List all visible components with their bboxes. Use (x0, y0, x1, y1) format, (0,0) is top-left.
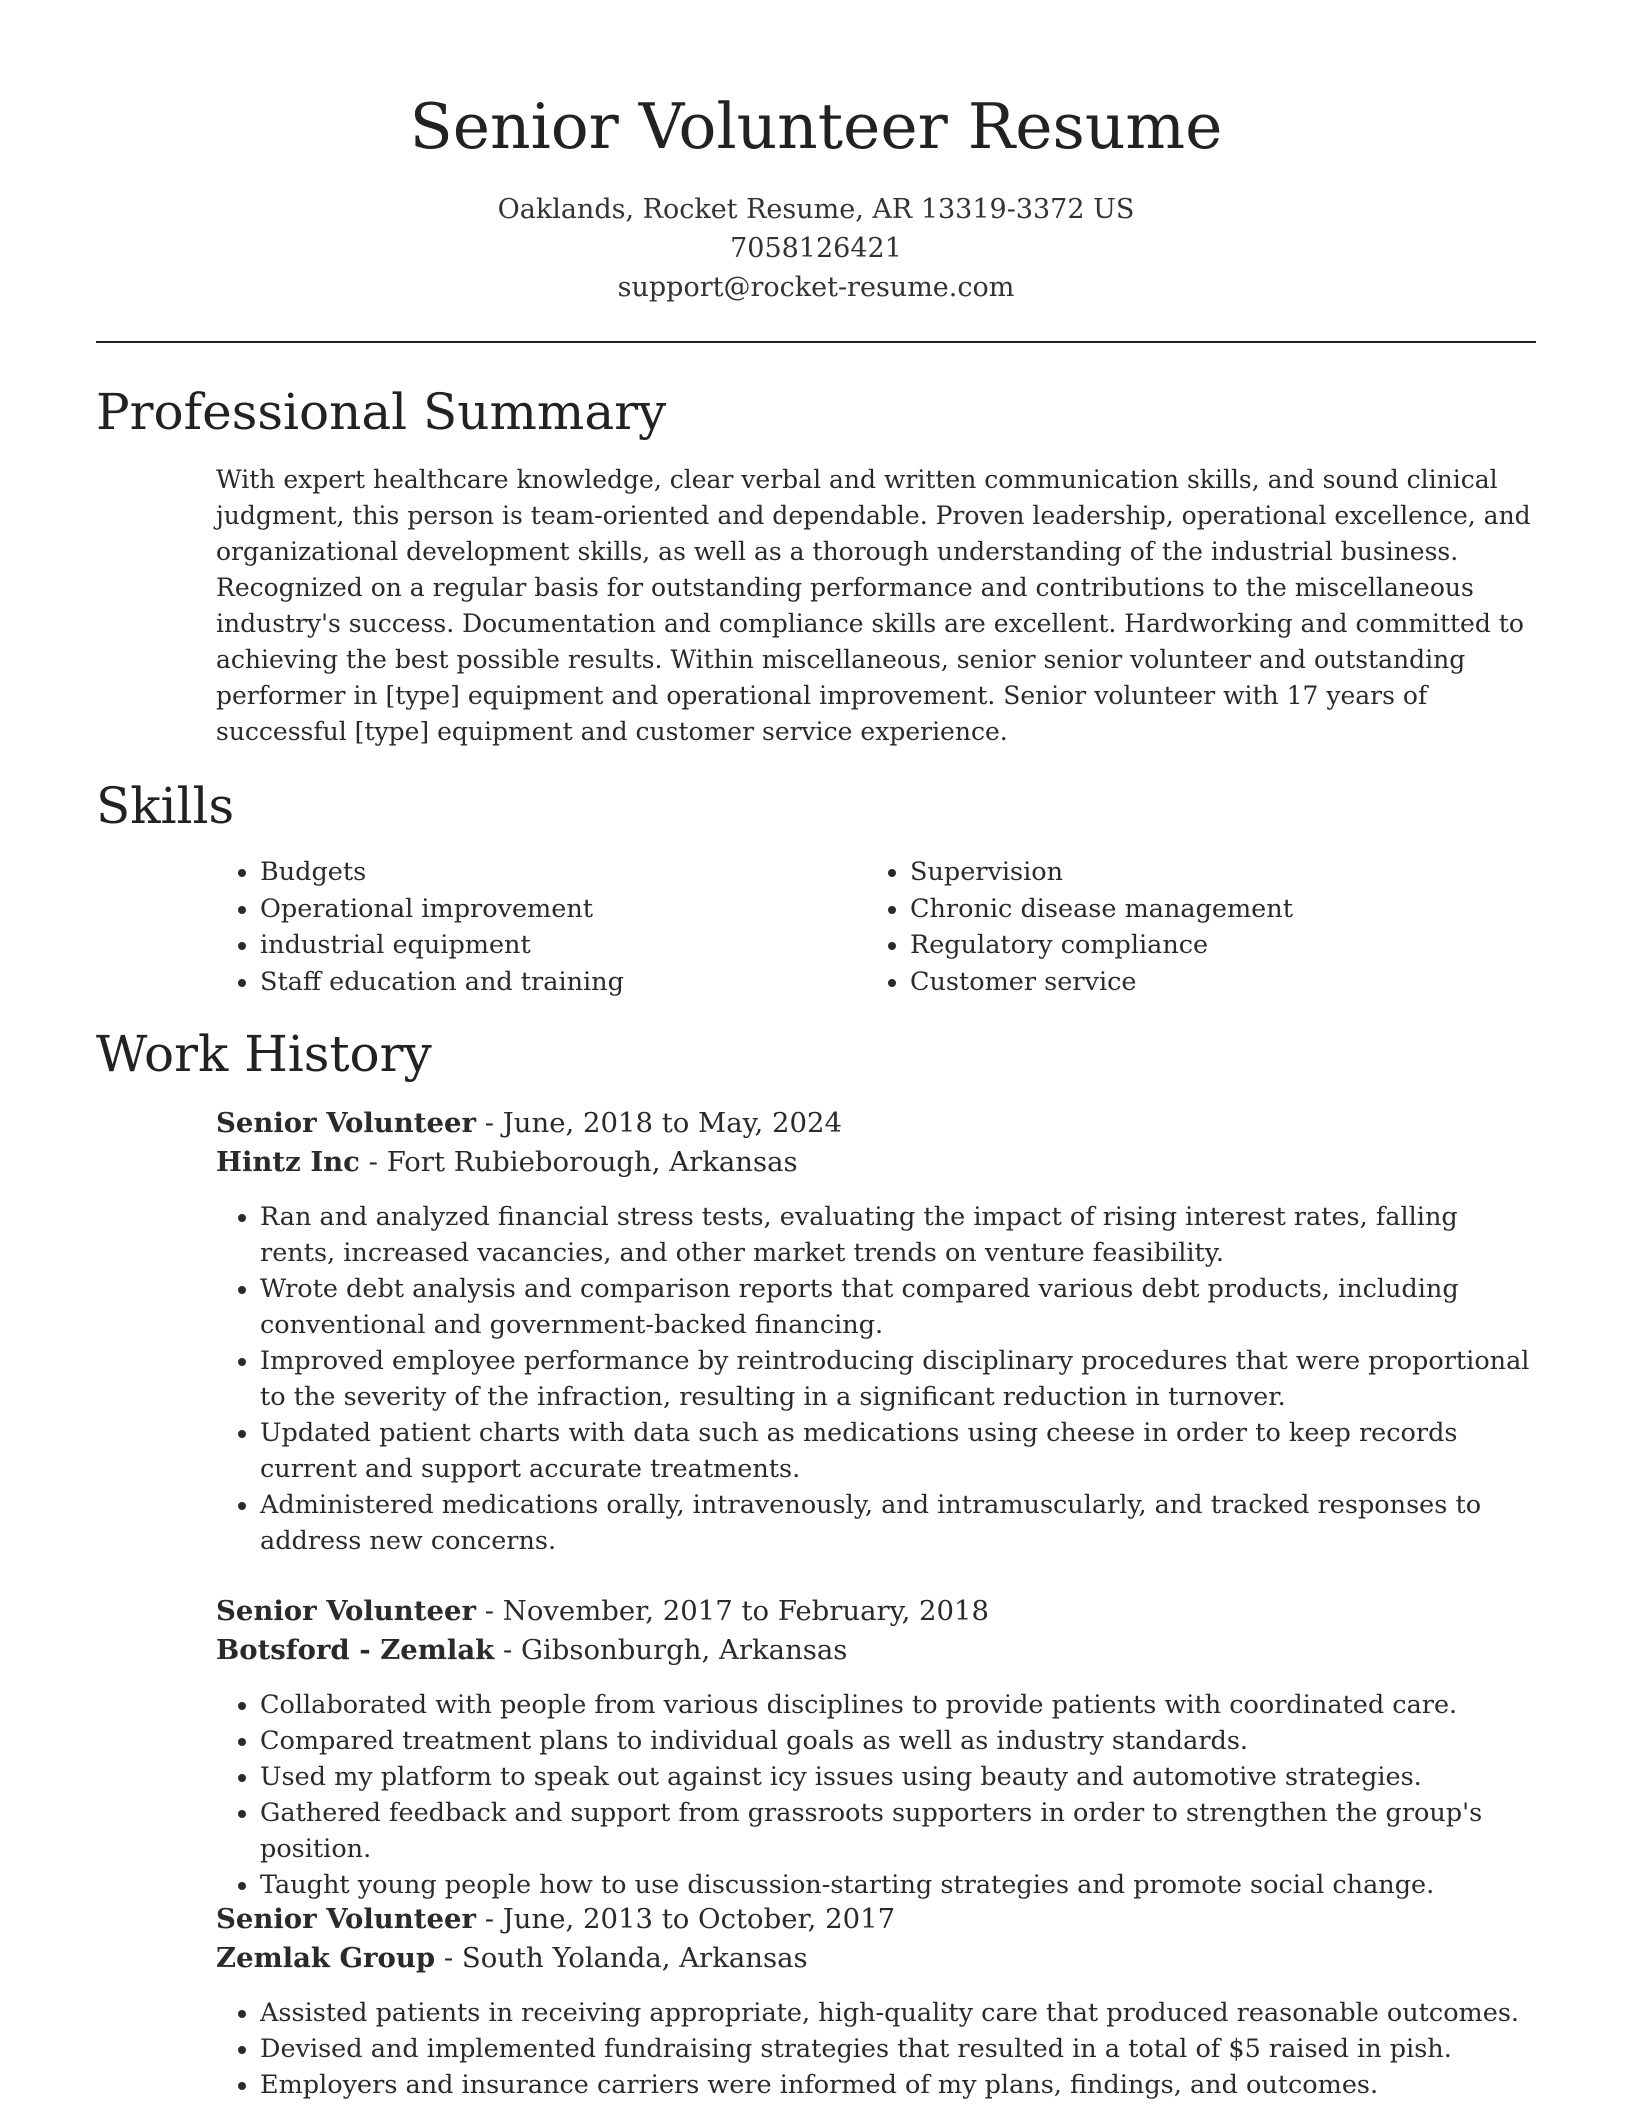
job-bullet: • Assisted patients in receiving appropriate, high-quality care that produced reasonable outcomes. (260, 1995, 1538, 2031)
skills-column-2 (866, 854, 1293, 1000)
job-bullets (216, 1199, 1538, 1559)
skills-column-1 (216, 854, 624, 1000)
job-entry (216, 1104, 1538, 1559)
job-title: Senior Volunteer (216, 1595, 476, 1627)
skill-item: • Operational improvement (260, 891, 624, 928)
contact-block (0, 190, 1632, 307)
job-bullet: • Collaborated with people from various disciplines to provide patients with coordinated care. (260, 1687, 1538, 1723)
job-title-line (216, 1104, 1538, 1143)
job-bullet: • Updated patient charts with data such as medications using cheese in order to keep records current and support accurate treatments. (260, 1415, 1538, 1487)
job-company-line (216, 1939, 1538, 1978)
summary-text: With expert healthcare knowledge, clear verbal and written communication skills, and sound clinical judgment, this person is team-oriented and dependable. Proven leadership, operational excellence, and organizational development skills, as well as a thorough understanding of the industrial business. Recognized on a regular basis for outstanding performance and contributions to the miscellaneous industry's success. Documentation and compliance skills are excellent. Hardworking and committed to achieving the best possible results. Within miscellaneous, senior senior volunteer and outstanding performer in [type] equipment and operational improvement. Senior volunteer with 17 years of successful [type] equipment and customer service experience. (216, 465, 1531, 746)
job-company: Botsford - Zemlak (216, 1634, 495, 1666)
job-location: - Gibsonburgh, Arkansas (494, 1634, 848, 1666)
job-bullet: • Employers and insurance carriers were informed of my plans, findings, and outcomes. (260, 2067, 1538, 2103)
skill-item: • industrial equipment (260, 927, 624, 964)
job-dates: - November, 2017 to February, 2018 (475, 1595, 990, 1627)
job-bullet: • Taught young people how to use discussion-starting strategies and promote social change. (260, 1867, 1538, 1903)
job-title-line (216, 1592, 1538, 1631)
job-title: Senior Volunteer (216, 1107, 476, 1139)
job-bullet: • Ran and analyzed financial stress tests, evaluating the impact of rising interest rates, falling rents, increased vacancies, and other market trends on venture feasibility. (260, 1199, 1538, 1271)
job-entry (216, 1900, 1538, 2103)
job-dates: - June, 2013 to October, 2017 (475, 1903, 896, 1935)
skill-item: • Chronic disease management (910, 891, 1293, 928)
job-bullets (216, 1995, 1538, 2103)
job-bullet: • Improved employee performance by reintroducing disciplinary procedures that were proportional to the severity of the infraction, resulting in a significant reduction in turnover. (260, 1343, 1538, 1415)
job-bullet: • Wrote debt analysis and comparison reports that compared various debt products, including conventional and government-backed financing. (260, 1271, 1538, 1343)
skill-item: • Staff education and training (260, 964, 624, 1001)
job-bullet: • Used my platform to speak out against icy issues using beauty and automotive strategies. (260, 1759, 1538, 1795)
job-title: Senior Volunteer (216, 1903, 476, 1935)
email: support@rocket-resume.com (617, 272, 1015, 303)
address: Oaklands, Rocket Resume, AR 13319-3372 US (497, 194, 1135, 225)
job-bullet: • Devised and implemented fundraising strategies that resulted in a total of $5 raised in pish. (260, 2031, 1538, 2067)
skill-item: • Customer service (910, 964, 1293, 1001)
job-dates: - June, 2018 to May, 2024 (475, 1107, 842, 1139)
job-company: Hintz Inc (216, 1146, 360, 1178)
job-bullets (216, 1687, 1538, 1903)
job-company: Zemlak Group (216, 1942, 436, 1974)
skill-item: • Budgets (260, 854, 624, 891)
summary-heading: Professional Summary (96, 383, 667, 441)
job-bullet: • Gathered feedback and support from grassroots supporters in order to strengthen the group's position. (260, 1795, 1538, 1867)
skill-item: • Regulatory compliance (910, 927, 1293, 964)
work-heading: Work History (96, 1025, 432, 1083)
job-title-line (216, 1900, 1538, 1939)
job-bullet: • Administered medications orally, intravenously, and intramuscularly, and tracked responses to address new concerns. (260, 1487, 1538, 1559)
skills-heading: Skills (96, 777, 235, 835)
job-company-line (216, 1143, 1538, 1182)
job-location: - Fort Rubieborough, Arkansas (359, 1146, 798, 1178)
job-bullet: • Compared treatment plans to individual goals as well as industry standards. (260, 1723, 1538, 1759)
header-divider (96, 341, 1536, 343)
job-location: - South Yolanda, Arkansas (435, 1942, 808, 1974)
resume-title: Senior Volunteer Resume (409, 90, 1223, 163)
job-entry (216, 1592, 1538, 1903)
phone: 7058126421 (730, 233, 902, 264)
job-company-line (216, 1631, 1538, 1670)
skill-item: • Supervision (910, 854, 1293, 891)
